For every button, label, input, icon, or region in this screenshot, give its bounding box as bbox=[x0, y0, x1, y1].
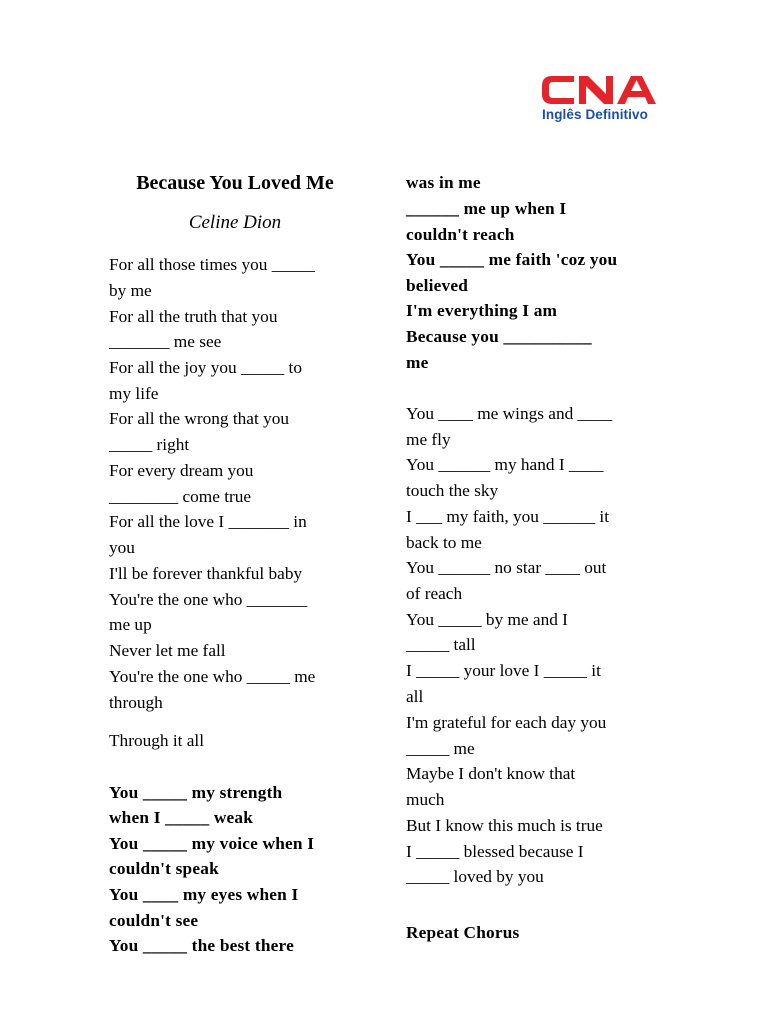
lyric-line: me up bbox=[109, 615, 152, 634]
lyric-line: _____ me bbox=[406, 739, 475, 758]
song-title: Because You Loved Me bbox=[136, 172, 334, 194]
lyric-line: I _____ blessed because I bbox=[406, 842, 584, 861]
lyric-line: For all those times you _____ bbox=[109, 255, 315, 274]
lyric-line: ________ come true bbox=[109, 487, 252, 506]
lyric-line: For every dream you bbox=[109, 461, 254, 480]
lyric-line: _____ loved by you bbox=[406, 867, 544, 886]
lyric-line: you bbox=[109, 538, 135, 557]
lyric-line: You _____ by me and I bbox=[406, 610, 568, 629]
lyric-line: I'll be forever thankful baby bbox=[109, 564, 303, 583]
lyric-line: was in me bbox=[406, 173, 481, 192]
lyric-line: You _____ me faith 'coz you bbox=[406, 250, 618, 269]
cna-tagline: Inglês Definitivo bbox=[542, 107, 648, 122]
lyric-line: You _____ my strength bbox=[109, 783, 283, 802]
lyric-line: I'm grateful for each day you bbox=[406, 713, 607, 732]
lyric-line: Maybe I don't know that bbox=[406, 764, 576, 783]
lyric-line: _____ right bbox=[109, 435, 190, 454]
lyric-line: You ______ my hand I ____ bbox=[406, 455, 604, 474]
lyric-line: For all the wrong that you bbox=[109, 409, 289, 428]
lyric-line: I'm everything I am bbox=[406, 301, 558, 320]
lyric-line: For all the truth that you bbox=[109, 307, 278, 326]
cna-logo-mark bbox=[538, 70, 662, 110]
lyric-line: You're the one who _____ me bbox=[109, 667, 316, 686]
lyric-line: by me bbox=[109, 281, 152, 300]
lyric-line: I ___ my faith, you ______ it bbox=[406, 507, 610, 526]
lyric-line: _______ me see bbox=[109, 332, 222, 351]
lyric-line: me fly bbox=[406, 430, 451, 449]
lyric-line: For all the joy you _____ to bbox=[109, 358, 302, 377]
lyric-line: believed bbox=[406, 276, 469, 295]
lyric-line: You ______ no star ____ out bbox=[406, 558, 607, 577]
lyric-line: I _____ your love I _____ it bbox=[406, 661, 601, 680]
lyric-line: of reach bbox=[406, 584, 463, 603]
lyric-line: couldn't see bbox=[109, 911, 199, 930]
artist-name: Celine Dion bbox=[188, 212, 282, 233]
lyric-line: when I _____ weak bbox=[109, 808, 254, 827]
lyric-line: much bbox=[406, 790, 445, 809]
lyric-line: my life bbox=[109, 384, 159, 403]
lyric-line: For all the love I _______ in bbox=[109, 512, 307, 531]
lyric-line: Repeat Chorus bbox=[406, 923, 520, 942]
lyric-line: touch the sky bbox=[406, 481, 499, 500]
lyric-line: Because you __________ bbox=[406, 327, 592, 346]
lyric-line: back to me bbox=[406, 533, 482, 552]
lyric-line: all bbox=[406, 687, 424, 706]
lyric-line: _____ tall bbox=[406, 635, 476, 654]
lyric-line: through bbox=[109, 693, 163, 712]
lyric-line: You _____ my voice when I bbox=[109, 834, 315, 853]
lyric-line: You're the one who _______ bbox=[109, 590, 308, 609]
lyric-line: Through it all bbox=[109, 731, 205, 750]
lyric-line: But I know this much is true bbox=[406, 816, 603, 835]
lyric-line: me bbox=[406, 353, 429, 372]
lyric-line: couldn't speak bbox=[109, 859, 219, 878]
lyric-line: Never let me fall bbox=[109, 641, 226, 660]
cna-logo bbox=[538, 70, 662, 126]
lyric-line: ______ me up when I bbox=[406, 199, 567, 218]
lyric-line: You _____ the best there bbox=[109, 936, 294, 955]
lyric-line: You ____ my eyes when I bbox=[109, 885, 299, 904]
lyric-line: You ____ me wings and ____ bbox=[406, 404, 613, 423]
lyric-line: couldn't reach bbox=[406, 225, 515, 244]
